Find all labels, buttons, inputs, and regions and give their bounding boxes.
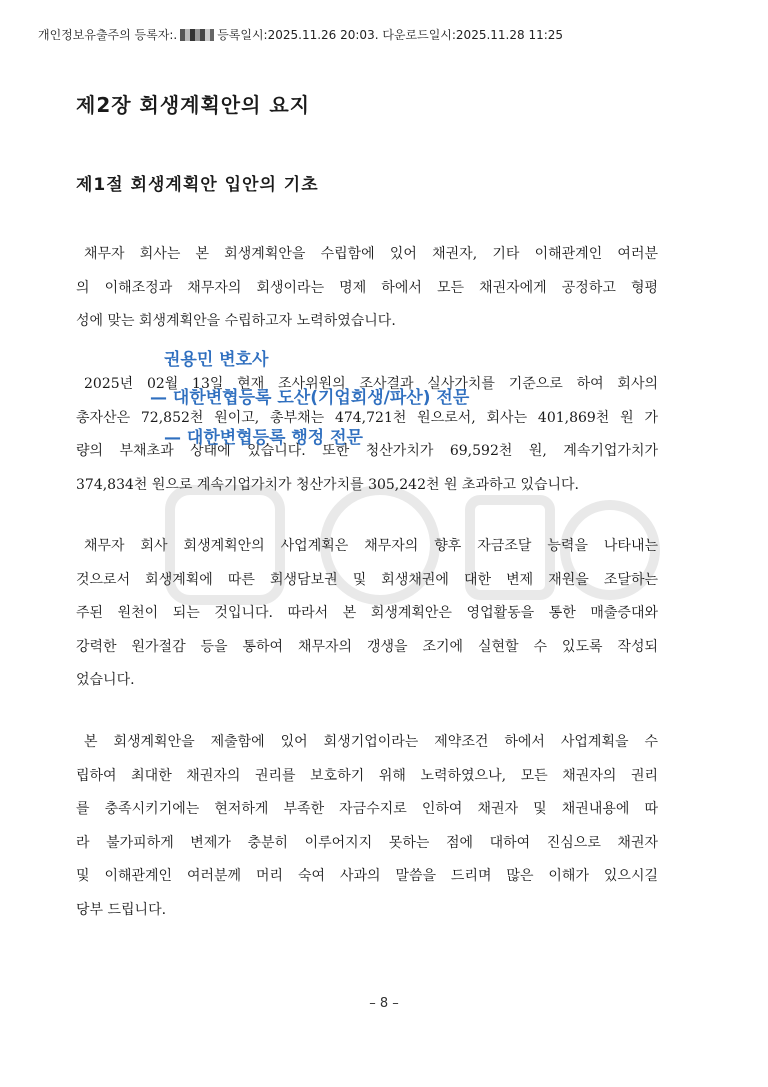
text-line: 라 불가피하게 변제가 충분히 이루어지지 못하는 점에 대하여 진심으로 채권자 [76, 834, 658, 851]
header-suffix: 등록일시:2025.11.26 20:03. 다운로드일시:2025.11.28 11:25 [217, 28, 564, 42]
text-line: 374,834천 원으로 계속기업가치가 청산가치를 305,242천 원 초과하고 있습니다. [76, 476, 580, 493]
text-line: 었습니다. [76, 672, 135, 688]
watermark-name: 권용민 변호사 [164, 350, 269, 370]
text-line: 채무자 회사는 본 회생계획안을 수립함에 있어 채권자, 기타 이해관계인 여러분 [84, 246, 658, 262]
page-number: – 8 – [369, 996, 399, 1011]
text-line: 채무자 회사 회생계획안의 사업계획은 채무자의 향후 자금조달 능력을 나타내는 [84, 538, 658, 554]
text-line: 립하여 최대한 채권자의 권리를 보호하기 위해 노력하였으나, 모든 채권자의 권리 [76, 767, 658, 784]
chapter-title: 제2장 회생계획안의 요지 [76, 93, 311, 117]
text-line: 강력한 원가절감 등을 통하여 채무자의 갱생을 조기에 실현할 수 있도록 작성되 [76, 638, 658, 655]
watermark-specialty-2: — 대한변협등록 행정 전문 [164, 428, 363, 448]
text-line: 본 회생계획안을 제출함에 있어 회생기업이라는 제약조건 하에서 사업계획을 수 [84, 734, 658, 750]
text-line: 총자산은 72,852천 원이고, 총부채는 474,721천 원으로서, 회사는 401,869천 원 가 [76, 409, 658, 426]
watermark-specialty-1: — 대한변협등록 도산(기업회생/파산) 전문 [150, 388, 470, 408]
text-line: 를 충족시키기에는 현저하게 부족한 자금수지로 인하여 채권자 및 채권내용에 따 [76, 801, 658, 817]
text-line: 2025년 02월 13일 현재 조사위원의 조사결과 실사가치를 기준으로 하여 회사의 [84, 376, 658, 392]
text-line: 것으로서 회생계획에 따른 회생담보권 및 회생채권에 대한 변제 재원을 조달하는 [76, 571, 658, 588]
text-line: 당부 드립니다. [76, 901, 167, 918]
text-line: 및 이해관계인 여러분께 머리 숙여 사과의 말씀을 드리며 많은 이해가 있으시길 [76, 868, 658, 884]
paragraph-4 [76, 726, 658, 927]
redacted-name-mask [180, 29, 214, 41]
text-line: 성에 맞는 회생계획안을 수립하고자 노력하였습니다. [76, 313, 396, 329]
paragraph-1 [76, 238, 658, 339]
text-line: 주된 원천이 되는 것입니다. 따라서 본 회생계획안은 영업활동을 통한 매출증대와 [76, 605, 658, 621]
paragraph-3 [76, 530, 658, 698]
section-title: 제1절 회생계획안 입안의 기초 [76, 175, 319, 195]
text-line: 량의 부채초과 상태에 있습니다. 또한 청산가치가 69,592천 원, 계속기업가치가 [76, 443, 658, 459]
text-line: 의 이해조정과 채무자의 회생이라는 명제 하에서 모든 채권자에게 공정하고 형평 [76, 279, 658, 296]
header-prefix: 개인정보유출주의 등록자:. [38, 28, 178, 42]
download-header [38, 26, 563, 43]
